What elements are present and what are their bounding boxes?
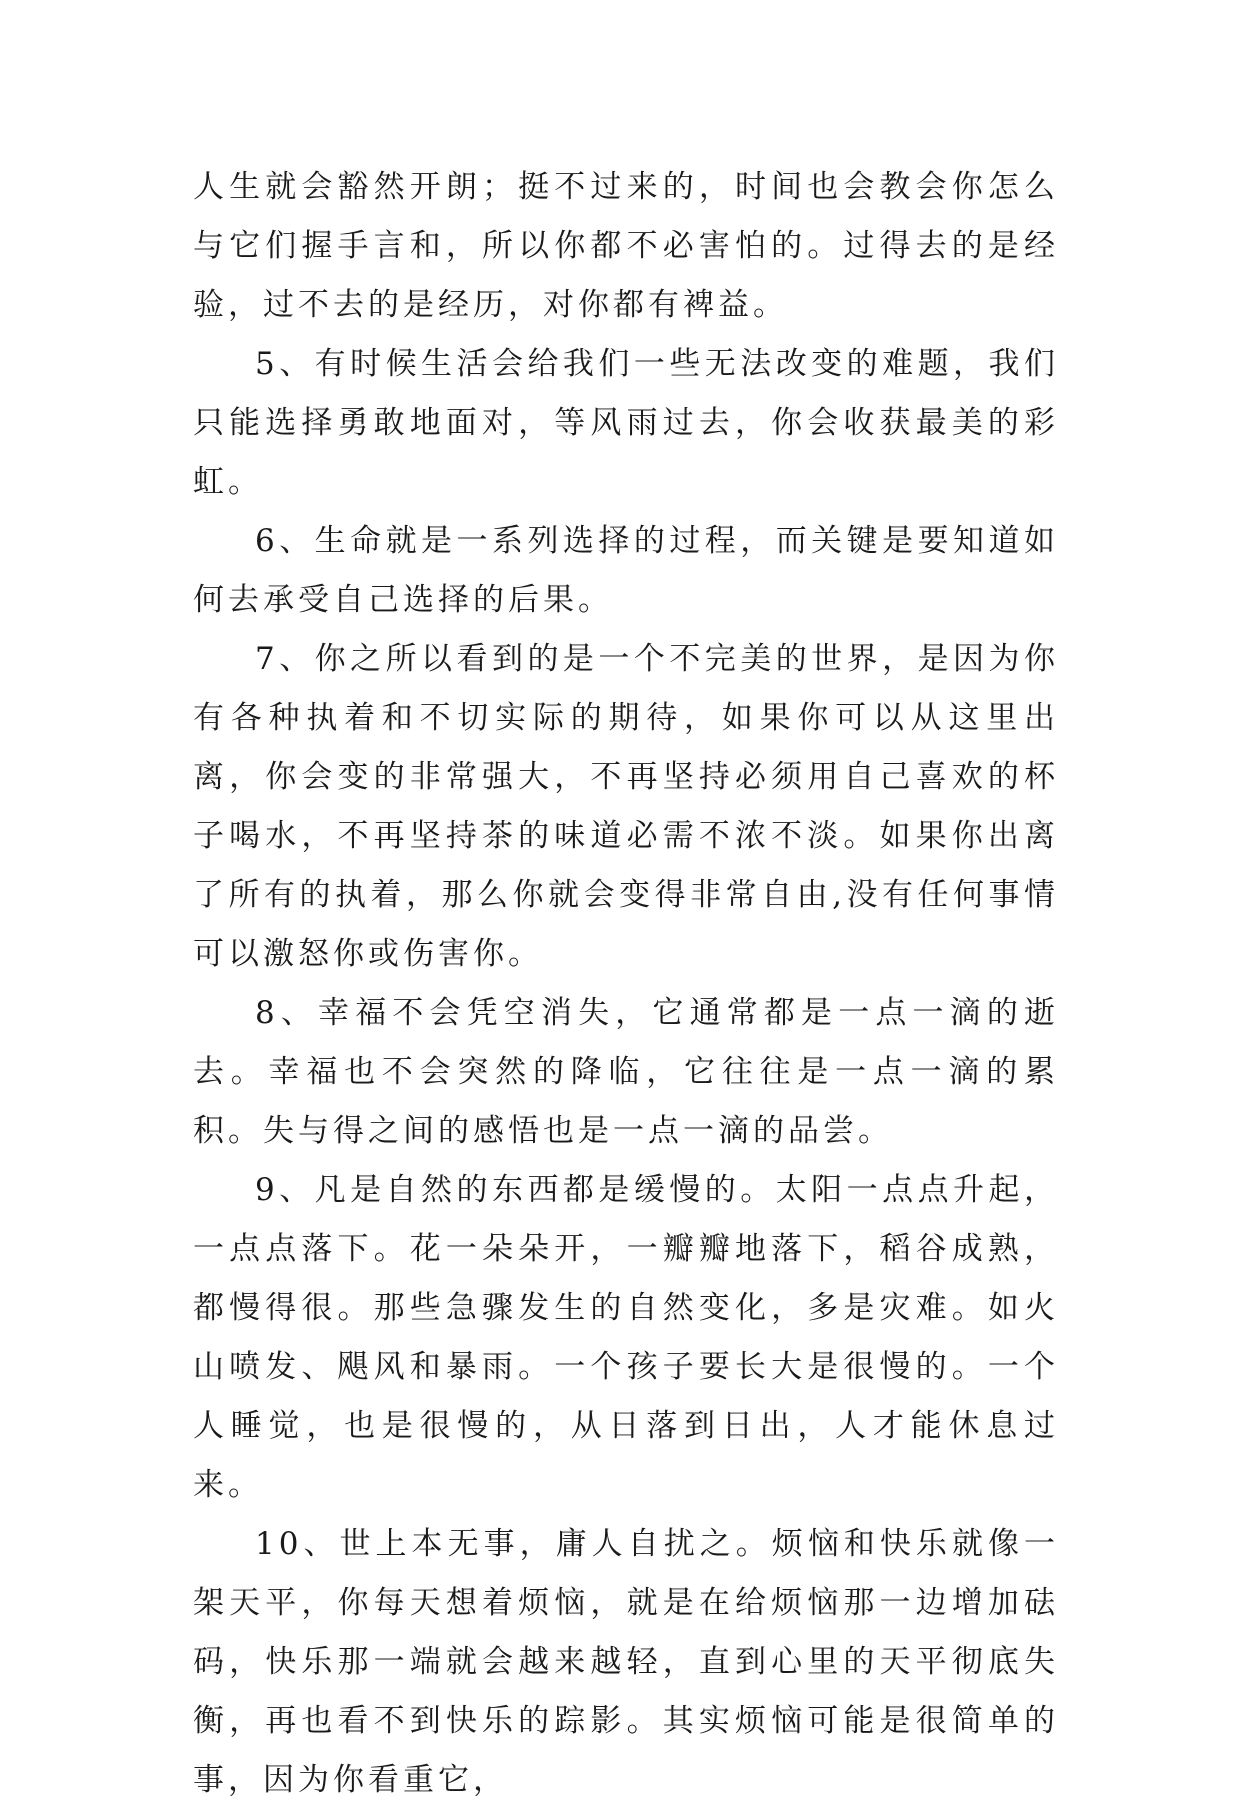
paragraph-item-7: 7、你之所以看到的是一个不完美的世界，是因为你有各种执着和不切实际的期待，如果你可以从这里出离，你会变的非常强大，不再坚持必须用自己喜欢的杯子喝水，不再坚持茶的味道必需不浓不淡。如果你出离了所有的执着，那么你就会变得非常自由,没有任何事情可以激怒你或伤害你。 [193, 641, 1059, 972]
paragraph-item-6: 6、生命就是一系列选择的过程，而关键是要知道如何去承受自己选择的后果。 [193, 523, 1059, 618]
paragraph-item-10: 10、世上本无事，庸人自扰之。烦恼和快乐就像一架天平，你每天想着烦恼，就是在给烦恼那一边增加砝码，快乐那一端就会越来越轻，直到心里的天平彻底失衡，再也看不到快乐的踪影。其实烦恼可能是很简单的事，因为你看重它， [193, 1526, 1059, 1798]
document-body [193, 158, 1059, 1810]
paragraph-item-8: 8、幸福不会凭空消失，它通常都是一点一滴的逝去。幸福也不会突然的降临，它往往是一点一滴的累积。失与得之间的感悟也是一点一滴的品尝。 [193, 995, 1059, 1149]
paragraph-item-9: 9、凡是自然的东西都是缓慢的。太阳一点点升起，一点点落下。花一朵朵开，一瓣瓣地落下，稻谷成熟，都慢得很。那些急骤发生的自然变化，多是灾难。如火山喷发、飓风和暴雨。一个孩子要长大是很慢的。一个人睡觉，也是很慢的，从日落到日出，人才能休息过来。 [193, 1172, 1059, 1503]
paragraph-item-5: 5、有时候生活会给我们一些无法改变的难题，我们只能选择勇敢地面对，等风雨过去，你会收获最美的彩虹。 [193, 346, 1059, 500]
paragraph-continuation: 人生就会豁然开朗；挺不过来的，时间也会教会你怎么与它们握手言和，所以你都不必害怕的。过得去的是经验，过不去的是经历，对你都有裨益。 [193, 169, 1059, 323]
